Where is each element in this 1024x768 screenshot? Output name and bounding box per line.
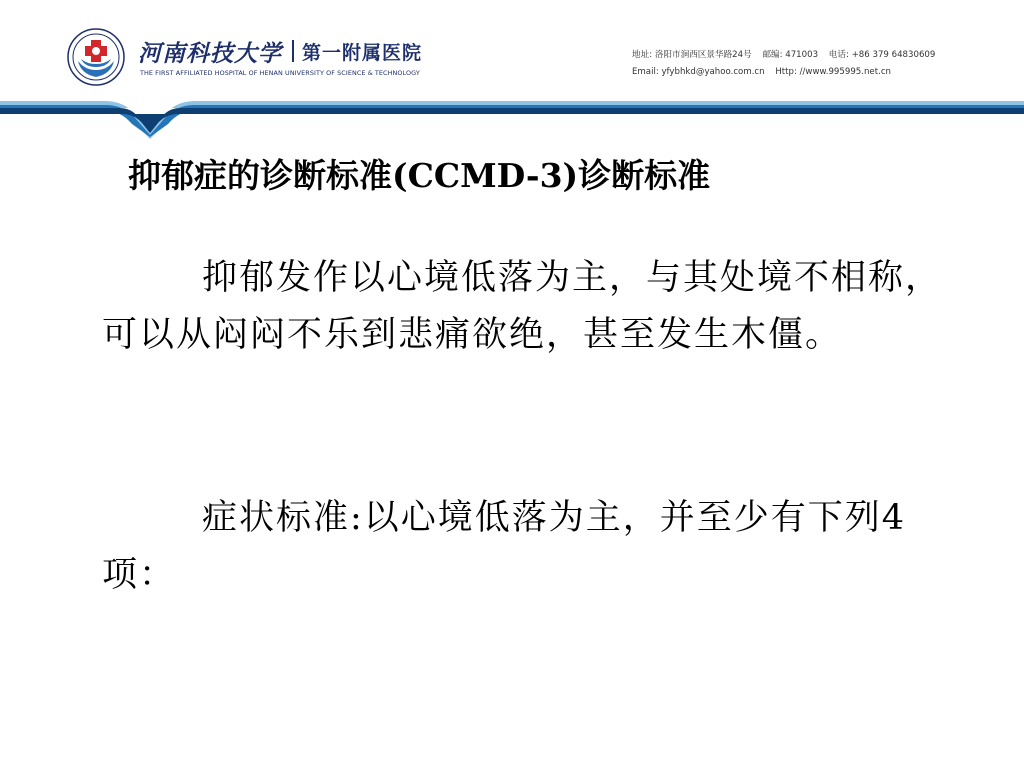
contact-row-2 — [632, 64, 992, 81]
hospital-name: 第一附属医院 — [302, 41, 423, 64]
paragraph-2-text: 症状标准:以心境低落为主，并至少有下列4项： — [102, 498, 907, 595]
slide-header — [0, 0, 1024, 140]
university-name: 河南科技大学 — [138, 39, 282, 67]
paragraph-1-text: 抑郁发作以心境低落为主，与其处境不相称，可以从闷闷不乐到悲痛欲绝，甚至发生木僵。 — [102, 258, 943, 355]
slide-title: 抑郁症的诊断标准(CCMD-3)诊断标准 — [128, 156, 711, 195]
website-text: Http: //www.995995.net.cn — [775, 67, 891, 77]
email-text: Email: yfybhkd@yahoo.com.cn — [632, 67, 765, 77]
hospital-english-name: THE FIRST AFFILIATED HOSPITAL OF HENAN UNIVERSITY OF SCIENCE & TECHNOLOGY — [140, 69, 420, 77]
hospital-logo-text — [138, 36, 422, 66]
phone-text: 电话: +86 379 64830609 — [828, 50, 936, 60]
hospital-emblem-icon — [67, 28, 125, 86]
contact-row-1 — [632, 47, 992, 64]
contact-info — [632, 47, 992, 81]
paragraph-symptom-criteria — [102, 490, 952, 604]
postcode-text: 邮编: 471003 — [762, 50, 819, 60]
header-banner — [0, 95, 1024, 140]
address-text: 地址: 洛阳市涧西区景华路24号 — [632, 50, 752, 60]
paragraph-depressive-episode — [102, 250, 952, 364]
logo-divider — [292, 40, 294, 62]
